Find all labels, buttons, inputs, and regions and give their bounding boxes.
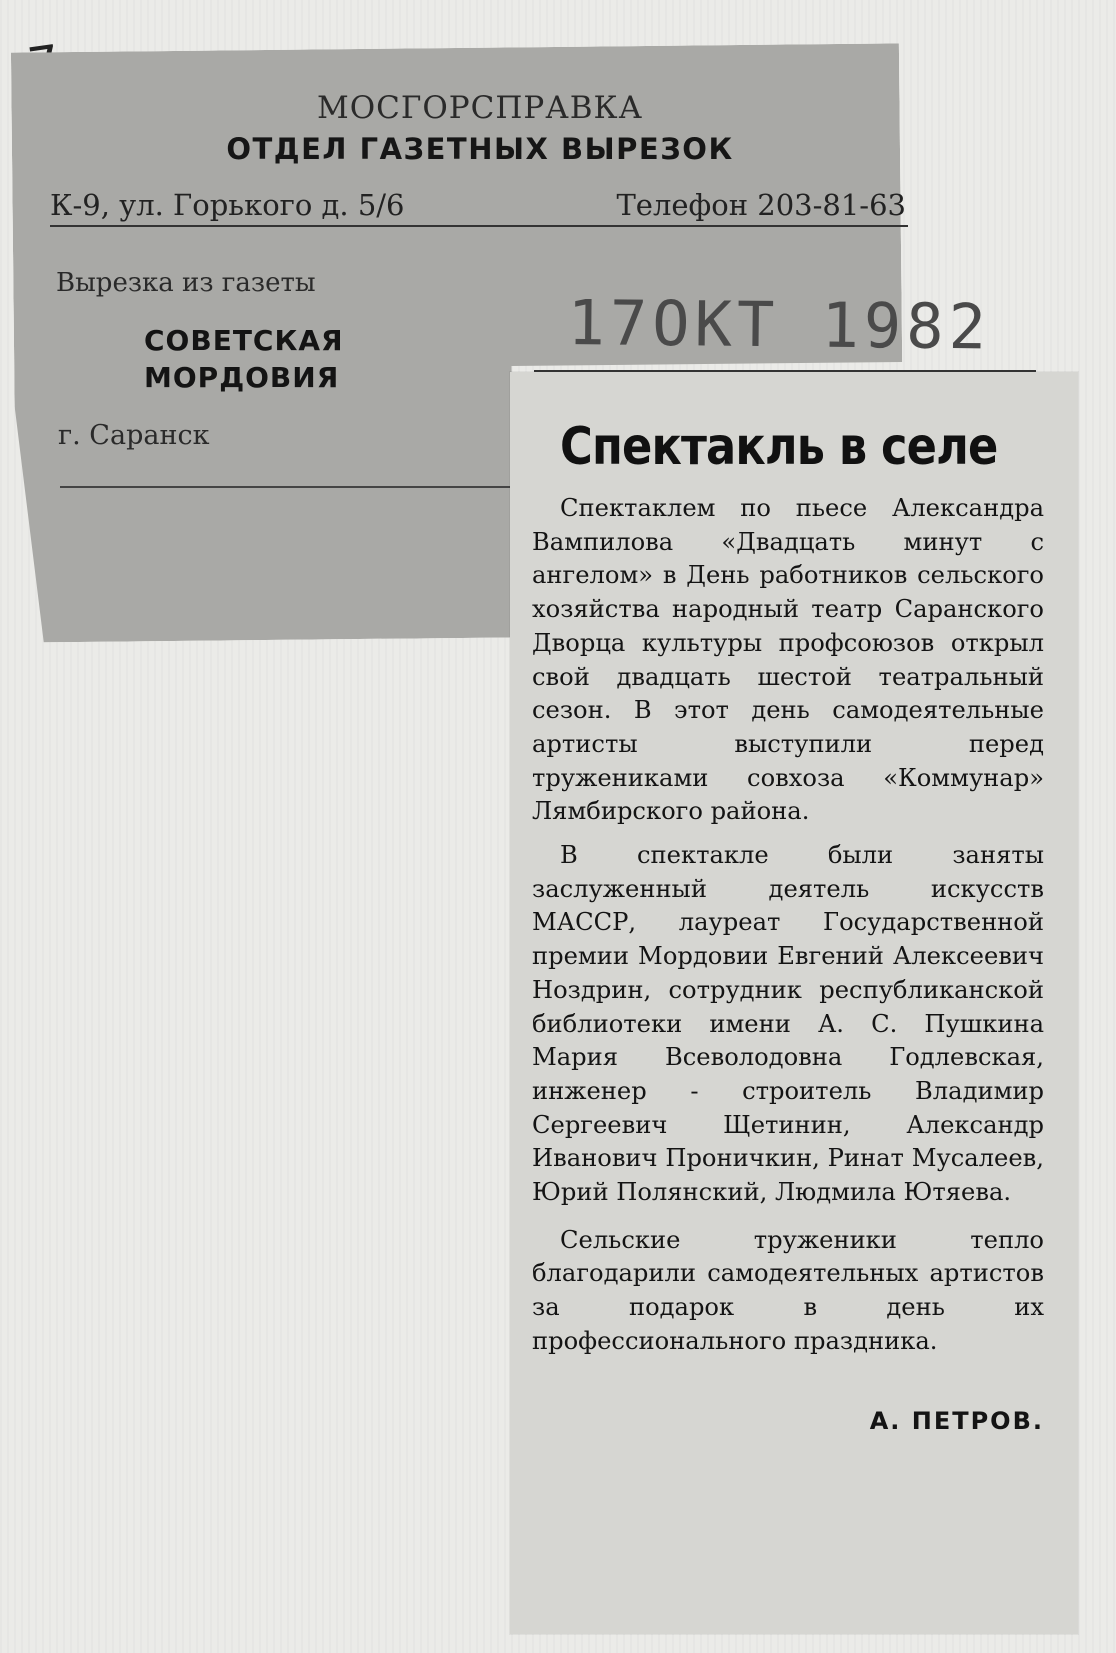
form-divider [50, 225, 908, 227]
form-header [40, 90, 920, 166]
form-contact-line [50, 188, 906, 222]
newspaper-name-line2: МОРДОВИЯ [144, 361, 340, 394]
form-address: К-9, ул. Горького д. 5/6 [50, 188, 405, 222]
newspaper-clipping [510, 372, 1078, 1634]
form-department: ОТДЕЛ ГАЗЕТНЫХ ВЫРЕЗОК [226, 132, 734, 166]
form-bottom-divider [60, 486, 516, 488]
newspaper-city: г. Саранск [58, 420, 210, 451]
clipping-top-rule [534, 370, 1036, 372]
newspaper-name [144, 322, 344, 396]
article-paragraph: В спектакле были заняты заслуженный деятель искусств МАССР, лауреат Государственной премии Мордовии Евгений Алексеевич Ноздрин, сотрудник республиканской библиотеки имени А. С. Пушкина Мария Всеволодовна Годлевская, инженер - строитель Владимир Сергеевич Щетинин, Александр Иванович Проничкин, Ринат Мусалеев, Юрий Полянский, Людмила Ютяева. [532, 841, 1044, 1207]
newspaper-name-line1: СОВЕТСКАЯ [144, 324, 344, 357]
form-organization: МОСГОРСПРАВКА [316, 90, 643, 126]
article-paragraph: Сельские труженики тепло благодарили самодеятельных артистов за подарок в день их профессионального праздника. [532, 1225, 1044, 1355]
form-phone: Телефон 203-81-63 [616, 188, 906, 222]
article [532, 372, 1044, 1435]
article-headline: Спектакль в селе [560, 417, 998, 477]
clipping-source-label: Вырезка из газеты [56, 268, 316, 298]
date-stamp: 17ОКТ 1982 [567, 286, 992, 364]
article-byline: А. ПЕТРОВ. [869, 1406, 1044, 1435]
article-paragraph: Спектаклем по пьесе Александра Вампилова «Двадцать минут с ангелом» в День работников сельского хозяйства народный театр Саранского Дворца культуры профсоюзов открыл свой двадцать шестой театральный сезон. В этот день самодеятельные артисты выступили перед тружениками совхоза «Коммунар» Лямбирского района. [532, 494, 1044, 826]
